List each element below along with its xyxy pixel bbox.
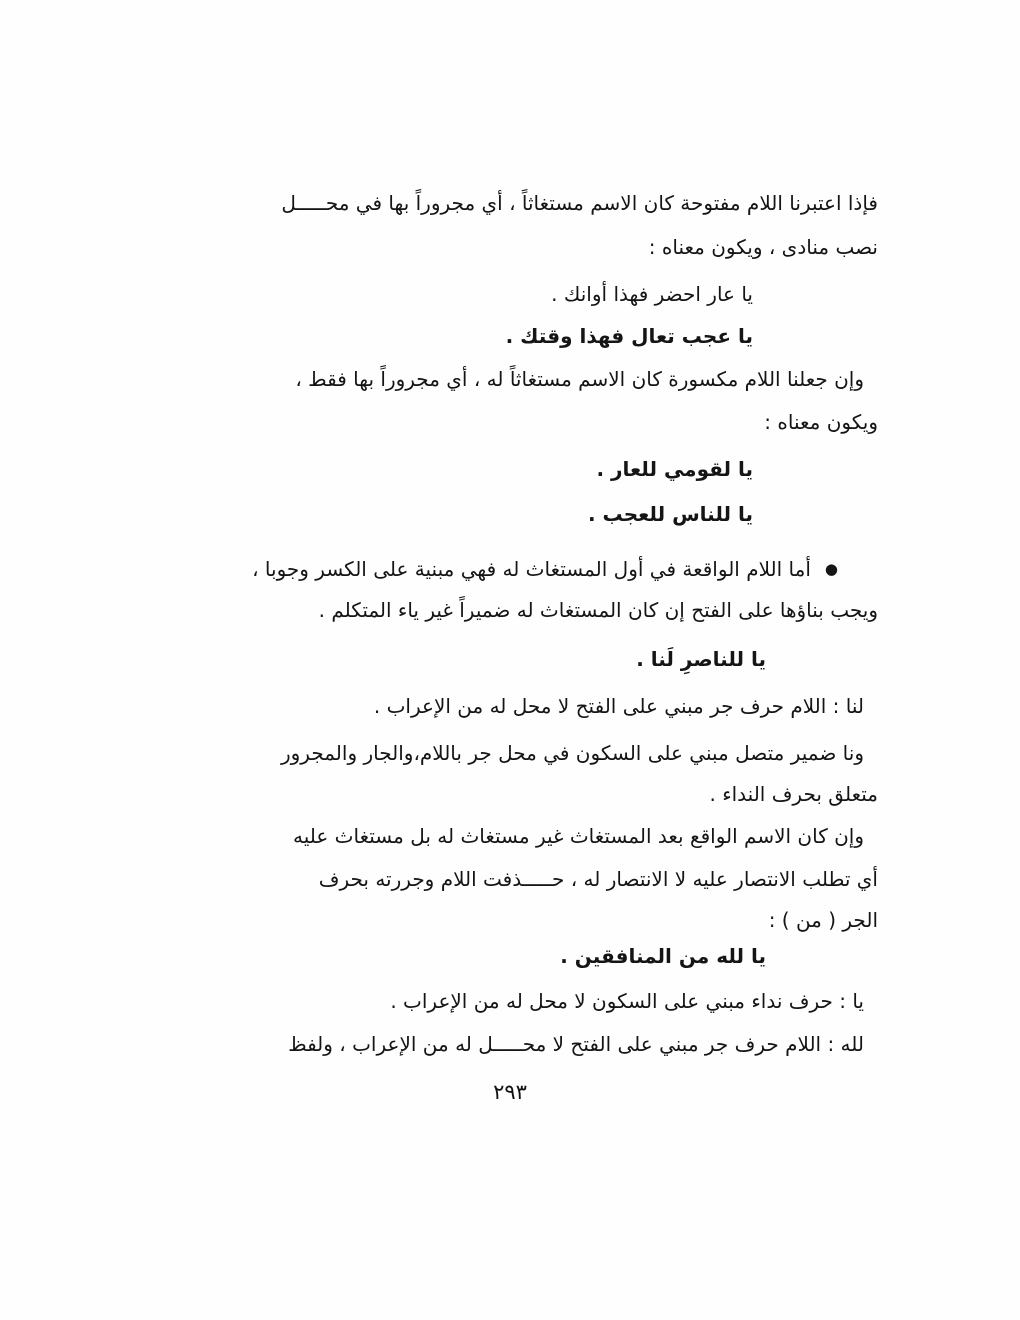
paragraph-line: وإن كان الاسم الواقع بعد المستغاث غير مستغاث له بل مستغاث عليه — [293, 824, 864, 848]
paragraph-line: وإن جعلنا اللام مكسورة كان الاسم مستغاثاً له ، أي مجروراً بها فقط ، — [295, 367, 864, 391]
paragraph-line: أي تطلب الانتصار عليه لا الانتصار له ، حـــــذفت اللام وجررته بحرف — [318, 867, 878, 891]
parsing-line: متعلق بحرف النداء . — [709, 782, 878, 806]
paragraph-line: فإذا اعتبرنا اللام مفتوحة كان الاسم مستغاثاً ، أي مجروراً بها في محـــــل — [281, 191, 878, 215]
example-line-bold: يا لله من المنافقين . — [560, 944, 766, 968]
parsing-line: ونا ضمير متصل مبني على السكون في محل جر باللام،والجار والمجرور — [280, 741, 864, 765]
paragraph-line: الجر ( من ) : — [768, 908, 878, 932]
example-line: يا للناس للعجب . — [588, 502, 753, 526]
bullet-paragraph-line — [252, 556, 838, 583]
bullet-paragraph-text: أما اللام الواقعة في أول المستغاث له فهي مبنية على الكسر وجوبا ، — [252, 557, 811, 581]
parsing-line: لله : اللام حرف جر مبني على الفتح لا محـــــل له من الإعراب ، ولفظ — [288, 1032, 864, 1056]
example-line-bold: يا للناصرِ لَنا . — [636, 647, 766, 671]
paragraph-line: ويكون معناه : — [764, 410, 878, 434]
paragraph-line: نصب منادى ، ويكون معناه : — [648, 235, 878, 259]
paragraph-line: ويجب بناؤها على الفتح إن كان المستغاث له ضميراً غير ياء المتكلم . — [318, 598, 878, 622]
example-line: يا لقومي للعار . — [596, 457, 753, 481]
bullet-icon: ● — [824, 560, 838, 578]
parsing-line: يا : حرف نداء مبني على السكون لا محل له من الإعراب . — [390, 989, 864, 1013]
text-block — [138, 0, 878, 1320]
example-line: يا عار احضر فهذا أوانك . — [551, 282, 753, 306]
page-number: ٢٩٣ — [493, 1080, 527, 1104]
parsing-line: لنا : اللام حرف جر مبني على الفتح لا محل له من الإعراب . — [373, 694, 864, 718]
example-line: يا عجب تعال فهذا وقتك . — [505, 324, 753, 348]
